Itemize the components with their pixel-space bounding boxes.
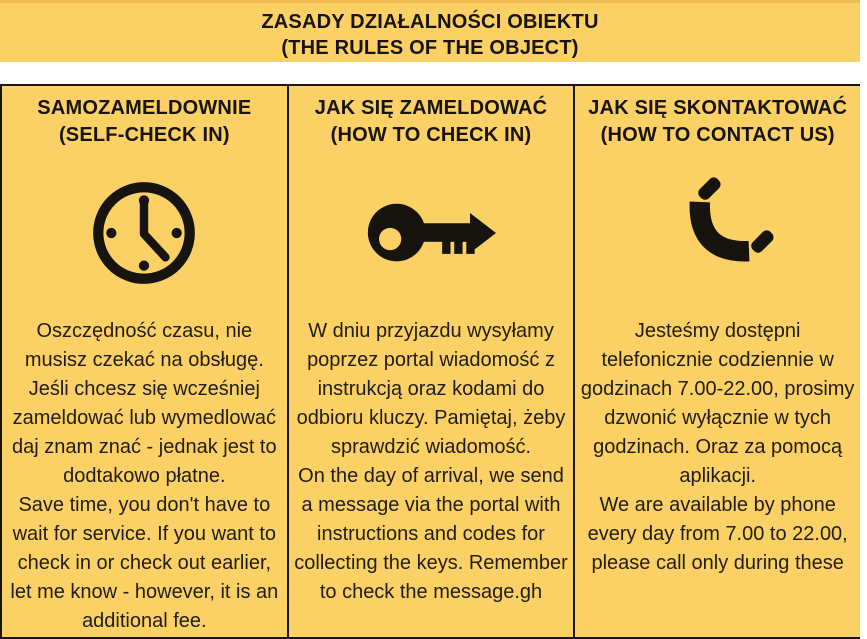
column-title bbox=[37, 95, 251, 149]
column-title bbox=[315, 95, 548, 149]
column-title bbox=[588, 95, 847, 149]
column-how-to-check-in bbox=[287, 86, 574, 637]
column-title-pl: SAMOZAMELDOWNIE bbox=[37, 97, 252, 119]
column-how-to-contact bbox=[573, 86, 860, 637]
header-title-en: (THE RULES OF THE OBJECT) bbox=[281, 37, 579, 59]
column-title-en: (SELF-CHECK IN) bbox=[58, 124, 230, 146]
column-title-en: (HOW TO CONTACT US) bbox=[600, 124, 835, 146]
column-text-pl: Jesteśmy dostępni telefonicznie codziennie w godzinach 7.00-22.00, prosimy dzwonić wyłącznie w tych godzinach. Oraz za pomocą aplikacji. bbox=[580, 320, 855, 487]
column-title-pl: JAK SIĘ ZAMELDOWAĆ bbox=[314, 97, 548, 119]
phone-icon bbox=[659, 174, 777, 292]
icon-box bbox=[289, 149, 574, 317]
column-text-en: We are available by phone every day from 7.00 to 22.00, please call only during these bbox=[587, 494, 848, 574]
icon-box bbox=[2, 149, 287, 317]
column-self-check-in bbox=[2, 86, 287, 637]
column-text-pl: Oszczędność czasu, nie musisz czekać na obsługę. Jeśli chcesz się wcześniej zameldować lub wymedlować daj znam znać - jednak jest to dodtakowo płatne. bbox=[12, 320, 277, 487]
header-title-pl: ZASADY DZIAŁALNOŚCI OBIEKTU bbox=[261, 11, 599, 33]
column-text-pl: W dniu przyjazdu wysyłamy poprzez portal wiadomość z instrukcją oraz kodami do odbioru kluczy. Pamiętaj, żeby sprawdzić wiadomość. bbox=[296, 320, 566, 458]
key-icon bbox=[366, 198, 496, 268]
column-text-en: On the day of arrival, we send a message via the portal with instructions and codes for collecting the keys. Remember to check the message.gh bbox=[294, 465, 568, 603]
rules-board bbox=[0, 84, 860, 639]
column-title-en: (HOW TO CHECK IN) bbox=[330, 124, 532, 146]
clock-icon bbox=[88, 177, 200, 289]
column-title-pl: JAK SIĘ SKONTAKTOWAĆ bbox=[588, 97, 848, 119]
column-text-en: Save time, you don't have to wait for service. If you want to check in or check out earlier, let me know - however, it is an additional fee. bbox=[10, 494, 279, 632]
icon-box bbox=[575, 149, 860, 317]
header-banner bbox=[0, 0, 860, 62]
